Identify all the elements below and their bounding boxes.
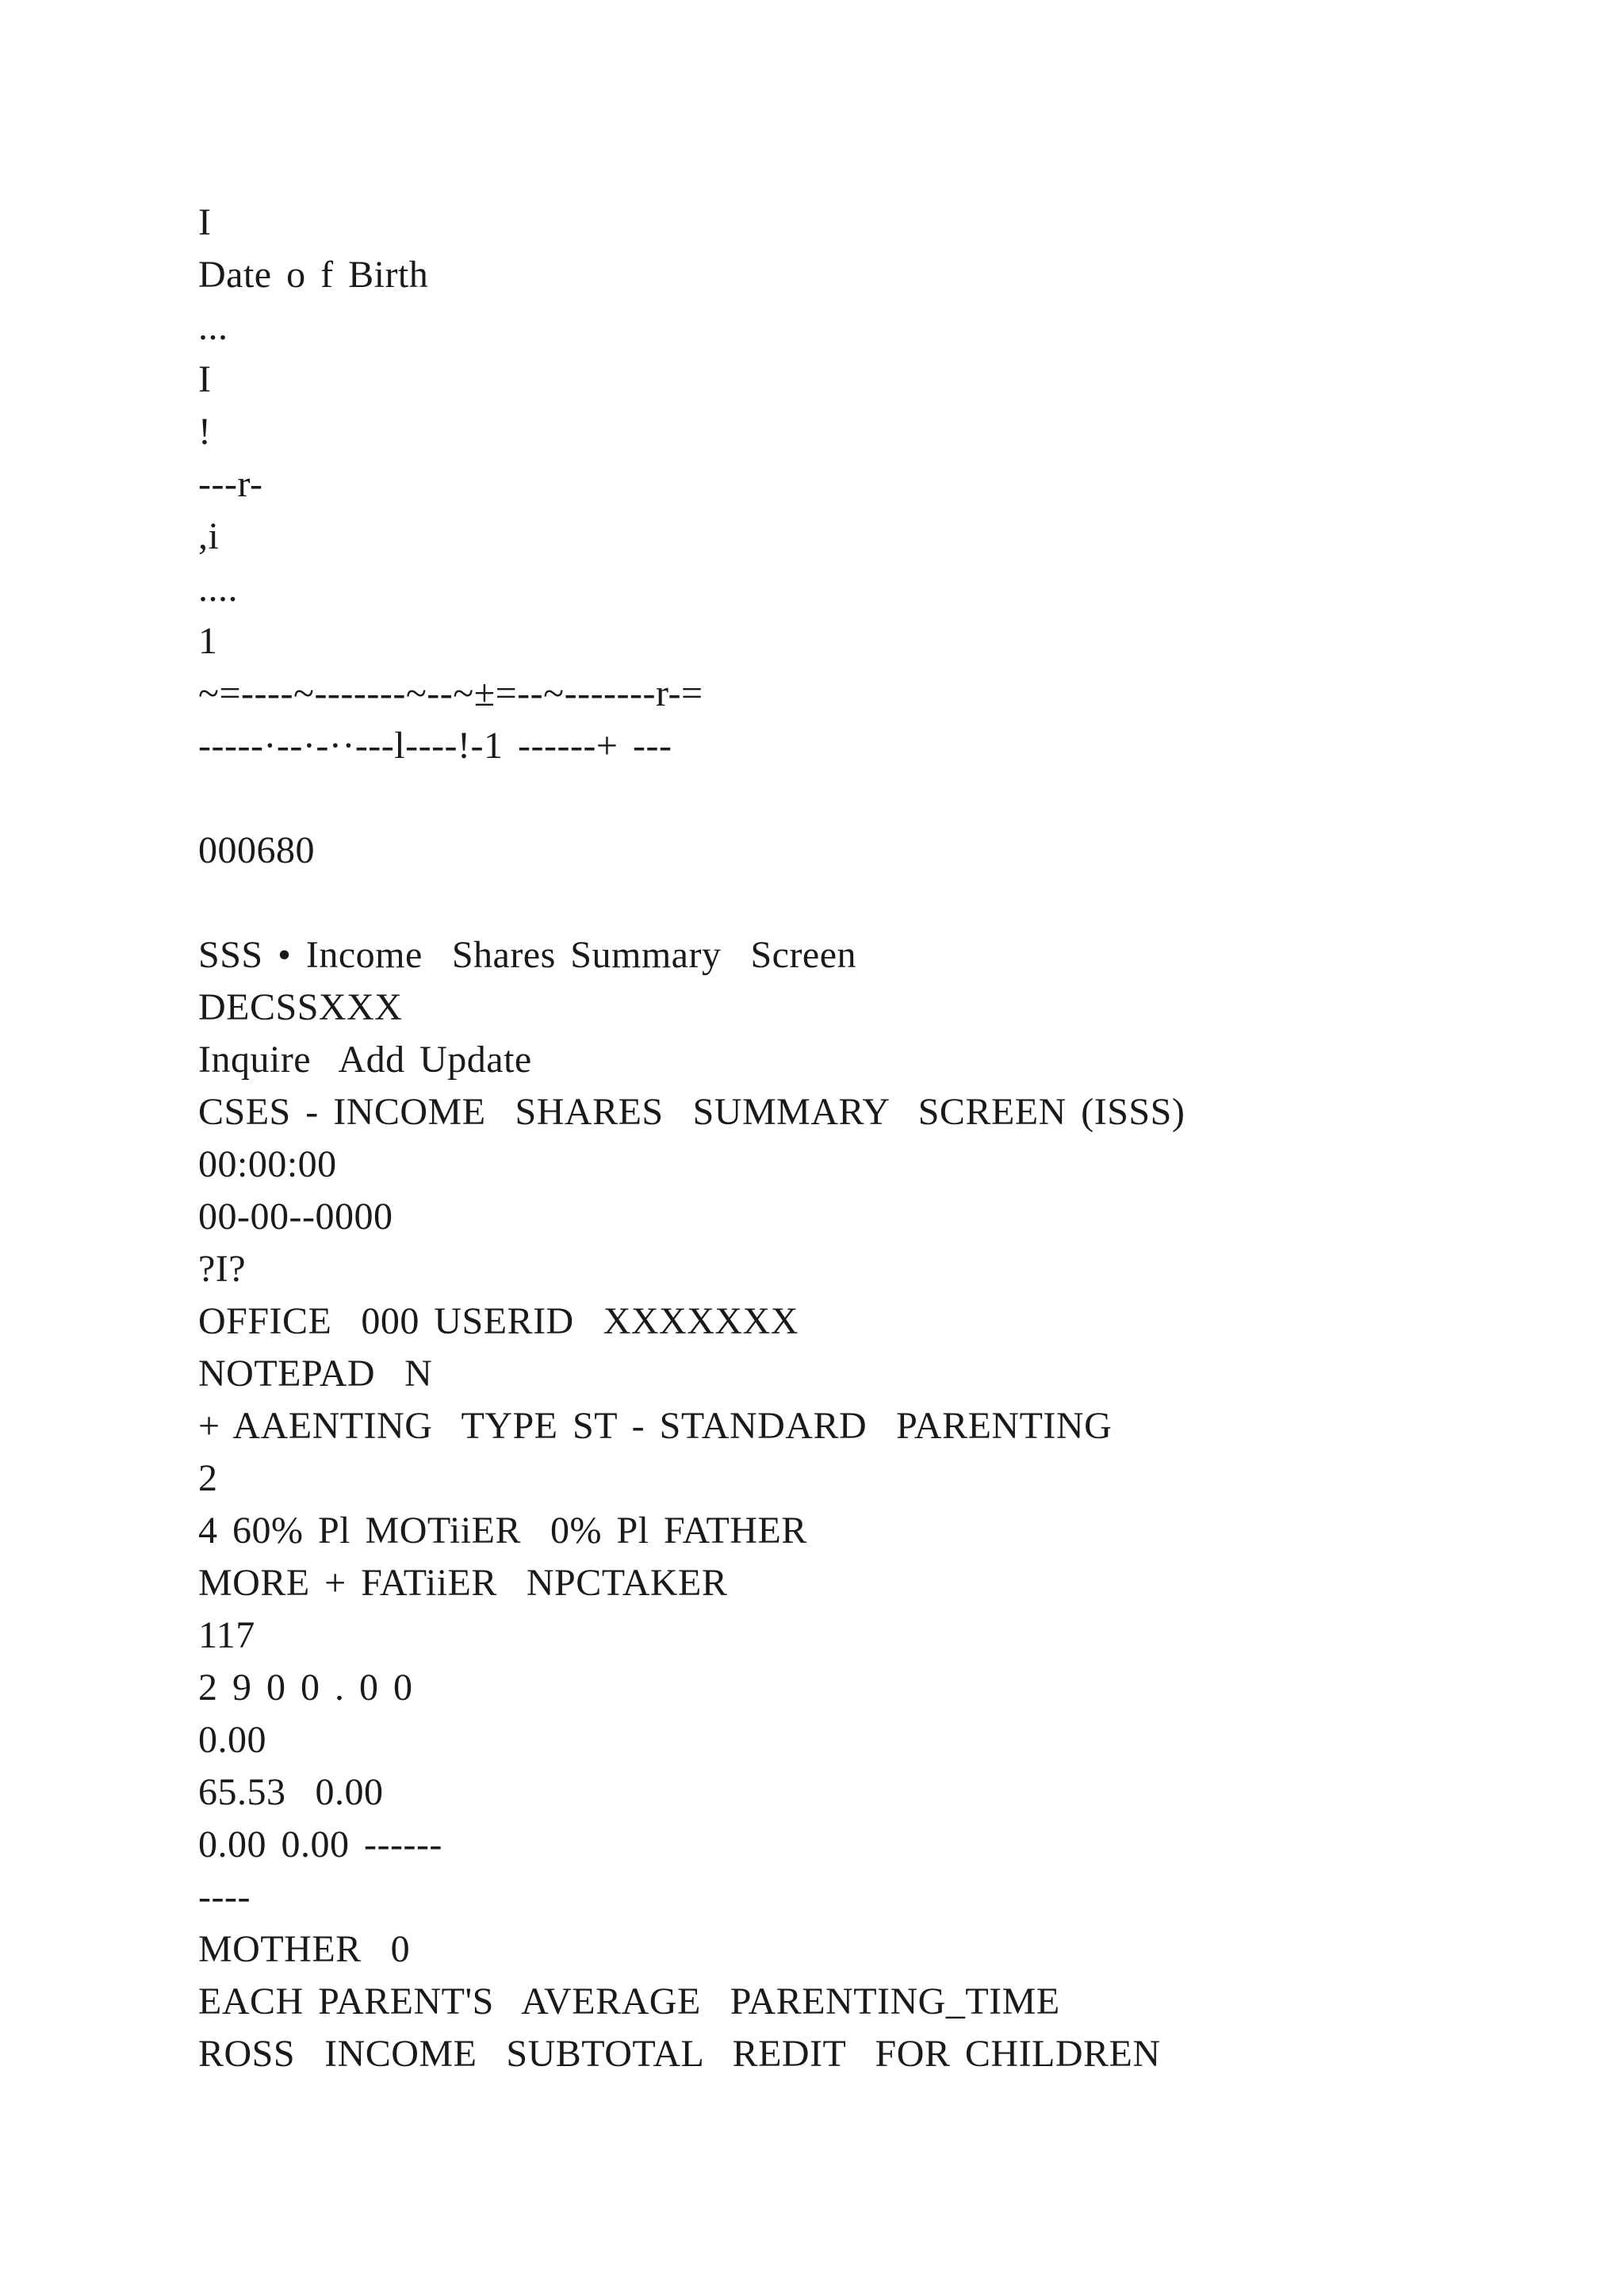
text-line: 4 60% Pl MOTiiER 0% Pl FATHER xyxy=(198,1510,807,1552)
text-line: 00:00:00 xyxy=(198,1143,337,1185)
document-text xyxy=(198,197,1586,2080)
text-line: 00-00--0000 xyxy=(198,1196,393,1238)
text-line: ROSS INCOME SUBTOTAL REDIT FOR CHILDREN xyxy=(198,2033,1161,2075)
text-line: MOTHER 0 xyxy=(198,1928,411,1970)
text-line: ---r- xyxy=(198,463,263,505)
blank-line xyxy=(198,772,1586,825)
text-line: -----·--·-··---l----!-1 ------+ --- xyxy=(198,725,672,767)
text-line: 2 xyxy=(198,1457,218,1499)
text-line: NOTEPAD N xyxy=(198,1353,433,1395)
text-line: I xyxy=(198,358,212,400)
text-line: ?I? xyxy=(198,1248,247,1290)
text-line: + AAENTING TYPE ST - STANDARD PARENTING xyxy=(198,1405,1113,1447)
text-line: 0.00 0.00 ------ xyxy=(198,1823,442,1866)
text-line: SSS • Income Shares Summary Screen xyxy=(198,934,857,976)
blank-line xyxy=(198,877,1586,929)
text-line: 000680 xyxy=(198,829,315,871)
text-line: .... xyxy=(198,568,238,610)
text-line: Date o f Birth xyxy=(198,254,429,296)
text-line: ---- xyxy=(198,1876,251,1918)
text-line: ! xyxy=(198,411,212,453)
text-line: Inquire Add Update xyxy=(198,1039,532,1081)
text-line: ... xyxy=(198,306,228,348)
text-line: 1 xyxy=(198,620,218,662)
text-line: DECSSXXX xyxy=(198,986,403,1028)
text-line: 117 xyxy=(198,1614,255,1656)
text-line: ,i xyxy=(198,515,220,557)
text-line: EACH PARENT'S AVERAGE PARENTING_TIME xyxy=(198,1980,1060,2022)
text-line: 0.00 xyxy=(198,1719,266,1761)
text-line: CSES - INCOME SHARES SUMMARY SCREEN (ISSS) xyxy=(198,1091,1185,1133)
text-line: I xyxy=(198,201,212,243)
text-line: 2 9 0 0 . 0 0 xyxy=(198,1667,413,1709)
text-line: 65.53 0.00 xyxy=(198,1771,384,1813)
text-line: ~=----~-------~--~±=--~-------r-= xyxy=(198,672,703,714)
text-line: MORE + FATiiER NPCTAKER xyxy=(198,1562,728,1604)
text-line: OFFICE 000 USERID XXXXXXX xyxy=(198,1300,799,1342)
